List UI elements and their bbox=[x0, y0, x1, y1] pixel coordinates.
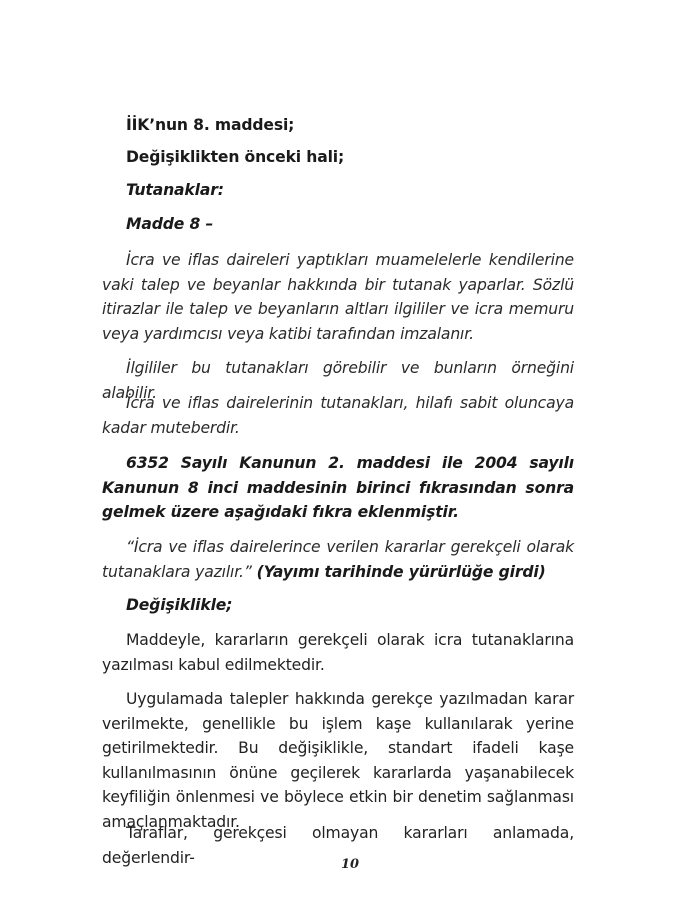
heading-article: İİK’nun 8. maddesi; bbox=[126, 116, 295, 134]
old-text-paragraph-2: İlgililer bu tutanakları görebilir ve bunların örneğini alabilir. bbox=[102, 359, 574, 402]
commentary-paragraph-3: Taraflar, gerekçesi olmayan kararları anlamada, değerlendir- bbox=[102, 824, 574, 867]
heading-previous-version: Değişiklikten önceki hali; bbox=[126, 148, 345, 166]
amendment-note: 6352 Sayılı Kanunun 2. maddesi ile 2004 sayılı Kanunun 8 inci maddesinin birinci fıkrasından sonra gelmek üzere aşağıdaki fıkra eklenmiştir. bbox=[102, 454, 574, 521]
heading-change: Değişiklikle; bbox=[126, 596, 233, 614]
heading-tutanaklar: Tutanaklar: bbox=[126, 181, 224, 199]
old-text-paragraph-1: İcra ve iflas daireleri yaptıkları muamelelerle kendilerine vaki talep ve beyanlar hakkında bir tutanak yaparlar. Sözlü itirazlar ile talep ve beyanların altları ilgililer ve icra memuru veya yardımcısı veya katibi tarafından imzalanır. bbox=[102, 251, 574, 343]
heading-madde: Madde 8 – bbox=[126, 215, 214, 233]
old-text-paragraph-3: İcra ve iflas dairelerinin tutanakları, hilafı sabit oluncaya kadar muteberdir. bbox=[102, 394, 574, 437]
commentary-paragraph-1: Maddeyle, kararların gerekçeli olarak icra tutanaklarına yazılması kabul edilmektedir. bbox=[102, 631, 574, 674]
added-paragraph bbox=[102, 535, 574, 584]
added-paragraph-effect: (Yayımı tarihinde yürürlüğe girdi) bbox=[256, 562, 546, 581]
commentary-paragraph-2: Uygulamada talepler hakkında gerekçe yazılmadan karar verilmekte, genellikle bu işlem kaşe kullanılarak yerine getirilmektedir. Bu değişiklikle, standart ifadeli kaşe kullanılmasının önüne geçilerek kararlarda yaşanabilecek keyfiliğin önlenmesi ve böylece etkin bir denetim sağlanması amaçlanmaktadır. bbox=[102, 690, 574, 831]
added-paragraph-quote: “İcra ve iflas dairelerince verilen kararlar gerekçeli olarak tutanaklara yazılır.” bbox=[102, 538, 574, 581]
page-number: 10 bbox=[340, 857, 360, 872]
